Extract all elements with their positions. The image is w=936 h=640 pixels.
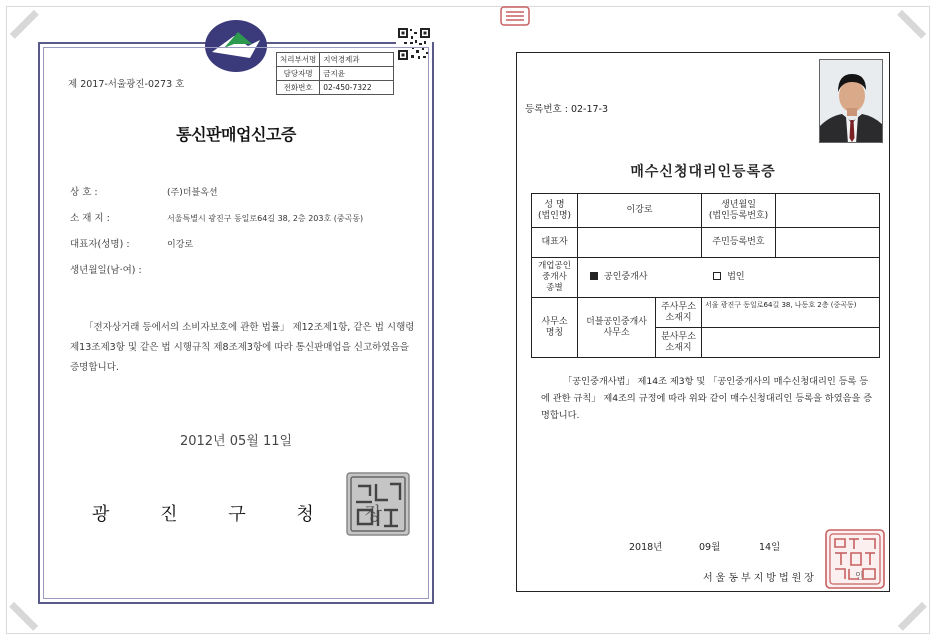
certificate-title: 통신판매업신고증 [176, 125, 296, 144]
office-row [277, 81, 394, 95]
issuer-char: 청 [296, 504, 314, 525]
table-row [532, 258, 880, 298]
official-seal-icon [346, 472, 410, 536]
office-value: 금지윤 [320, 67, 394, 81]
birth-label: 생년월일 (법인등록번호) [702, 194, 776, 228]
representative-label: 대표자 [532, 228, 578, 258]
broker-type-options [578, 258, 880, 298]
issue-date: 2012년 05월 11일 [179, 434, 293, 449]
field-value: 서울특별시 광진구 동일로64길 38, 2층 203호 (중곡동) [167, 214, 364, 223]
issuer-name [92, 500, 382, 526]
photo-corner-bottom-right [891, 595, 933, 637]
qr-code-icon [396, 26, 432, 62]
office-row [277, 53, 394, 67]
field-label: 소 재 지 : [70, 213, 110, 224]
person-photo-icon [820, 60, 883, 143]
issuer-char: 진 [160, 504, 178, 525]
checkbox-checked [590, 272, 598, 280]
office-value: 02-450-7322 [320, 81, 394, 95]
issuer-char: 광 [92, 504, 110, 525]
doc-number: 제 2017-서울광진-0273 호 [68, 79, 185, 90]
table-row [532, 228, 880, 258]
main-office-label: 주사무소 소재지 [656, 298, 702, 328]
office-label: 사무소 명칭 [532, 298, 578, 358]
office-row [277, 67, 394, 81]
resident-number-label: 주민등록번호 [702, 228, 776, 258]
field-label: 상 호 : [70, 187, 98, 198]
branch-office-label: 분사무소 소재지 [656, 328, 702, 358]
name-value: 이강로 [578, 194, 702, 228]
representative-value [578, 228, 702, 258]
government-emblem-icon [204, 18, 268, 74]
court-seal-icon [825, 529, 885, 589]
mail-order-business-certificate [38, 42, 434, 604]
photo-corner-top-right [891, 3, 933, 45]
resident-number-value [776, 228, 880, 258]
birth-value [776, 194, 880, 228]
issuer-char: 구 [228, 504, 246, 525]
field-value: 이강로 [167, 240, 194, 250]
photo-corner-top-left [3, 3, 45, 45]
issue-date-day: 14일 [759, 542, 781, 553]
id-photo [819, 59, 883, 143]
office-label: 전화번호 [277, 81, 320, 95]
office-value: 지역경제과 [320, 53, 394, 67]
table-row [532, 298, 880, 328]
table-row [532, 194, 880, 228]
broker-type-option: 공인중개사 [604, 272, 648, 282]
office-label: 담당자명 [277, 67, 320, 81]
field-representative [70, 236, 193, 250]
issuer-name: 서울동부지방법원장 [703, 573, 817, 584]
broker-type-label: 개업공인 중개사 종별 [532, 258, 578, 298]
field-label: 생년월일(남·여) : [70, 265, 142, 276]
perforation-stamp-icon [500, 6, 530, 26]
registration-table [531, 193, 880, 358]
office-label: 처리부서명 [277, 53, 320, 67]
bid-agent-registration-certificate [516, 52, 890, 592]
main-office-address: 서울 광진구 동일로64길 38, 나동호 2층 (중곡동) [702, 298, 880, 328]
name-label: 성 명 (법인명) [532, 194, 578, 228]
branch-office-address [702, 328, 880, 358]
registration-number: 등록번호 : 02-17-3 [525, 104, 609, 115]
field-birthdate [70, 262, 164, 276]
certificate-body-text: 「공인중개사법」 제14조 제3항 및 「공인중개사의 매수신청대리인 등록 등에 관한 규칙」 제4조의 규정에 따라 위와 같이 매수신청대리인 등록을 하였음을 증명합니다. [541, 376, 873, 421]
field-label: 대표자(성명) : [70, 239, 130, 250]
office-info-table [276, 52, 394, 95]
certificate-body-text: 「전자상거래 등에서의 소비자보호에 관한 법률」 제12조제1항, 같은 법 시행령 제13조제3항 및 같은 법 시행규칙 제8조제3항에 따라 통신판매업을 신고하였음을 증명합니다. [70, 322, 415, 373]
issue-date-year: 2018년 [629, 542, 663, 553]
office-name: 더블공인중개사 사무소 [578, 298, 656, 358]
field-business-name [70, 184, 218, 198]
certificate-title: 매수신청대리인등록증 [630, 164, 776, 180]
field-address [70, 210, 363, 224]
checkbox-unchecked [713, 272, 721, 280]
field-value: (주)더블옥션 [167, 188, 218, 198]
broker-type-option: 법인 [727, 272, 745, 282]
issue-date-month: 09월 [699, 542, 721, 553]
